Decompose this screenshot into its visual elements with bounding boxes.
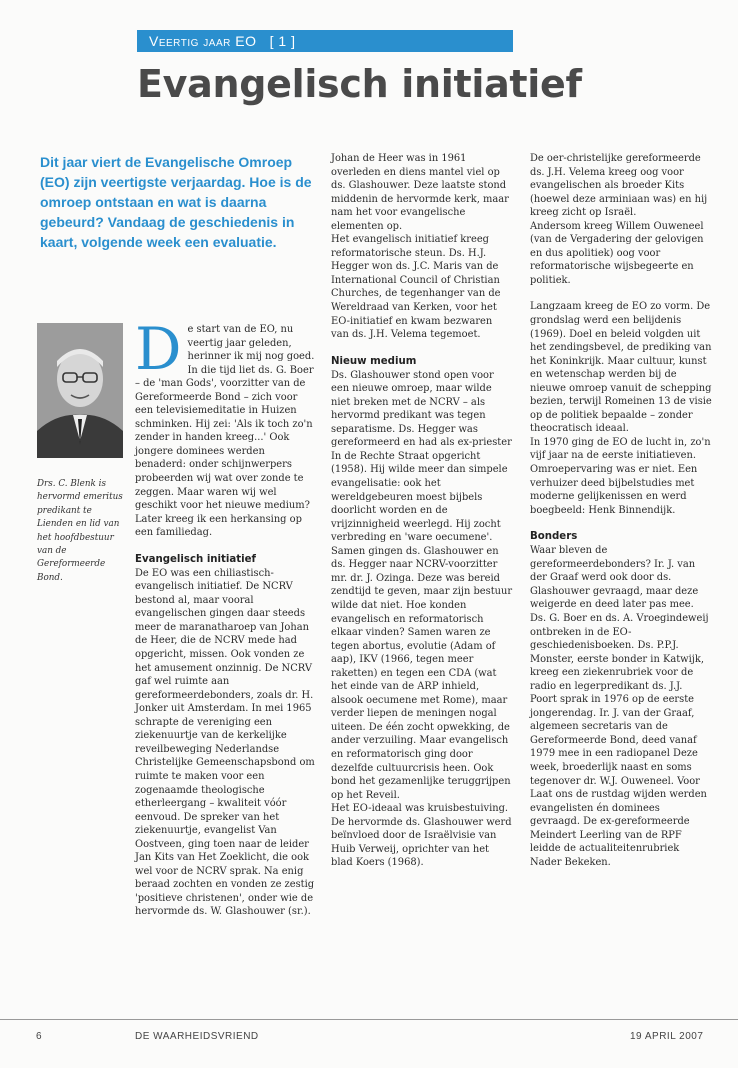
body-paragraph: Ds. Glashouwer stond open voor een nieuwe omroep, maar wilde niet breken met de NCRV – als hervormd predikant was tegen separatisme. Ds. Hegger was gereformeerd en had als ex-priester In de Rechte Straat opgericht (1958). Hij wilde meer dan simpele evangelisatie: ook het wereldgebeuren moest bijbels doorlicht worden en de vrijzinnigheid weerlegd. Hij zocht verbreding en 'ware oecumene'. Samen gingen ds. Glashouwer en ds. Hegger naar NCRV-voorzitter mr. dr. J. Ozinga. Deze was bereid zendtijd te geven, maar zijn bestuur wilde dat niet. Hoe konden evangelisch en reformatorisch elkaar vinden? Samen waren ze tegen abortus, evolutie (Adam of aap), IKV (1966, tegen meer raketten) en tegen een CDA (wat het einde van de ARP inhield, alsook oecumene met Rome), maar verder liepen de meningen nogal uiteen. De één zocht opwekking, de ander verzuiling. Maar evangelisch en reformatorisch ging door dezelfde cultuurcrisis heen. Ook bond het gezamenlijke teruggrijpen op het Reveil. [331,369,513,801]
article-column-2 [331,152,513,870]
body-paragraph: Johan de Heer was in 1961 overleden en diens mantel viel op ds. Glashouwer. Deze laatste stond middenin de hervormde kerk, maar nam het voor evangelische elementen op. [331,153,509,232]
section-heading: Bonders [530,531,578,543]
intro-paragraph [135,315,317,540]
article-lead: Dit jaar viert de Evangelische Omroep (EO) zijn veertigste verjaardag. Hoe is de omroep ontstaan en wat is daarna gebeurd? Vandaag de geschiedenis in kaart, volgende week een evaluatie. [40,154,312,250]
article-title: Evangelisch initiatief [137,62,582,106]
page-number: 6 [36,1031,43,1042]
body-paragraph: De oer-christelijke gereformeerde ds. J.H. Velema kreeg oog voor evangelischen als broeder Kits (hoewel deze arminiaan was) en hij kreeg zicht op Israël. [530,153,708,219]
intro-text: e start van de EO, nu veertig jaar geleden, herinner ik mij nog goed. In die tijd liet ds. G. Boer – de 'man Gods', voorzitter van de Gereformeerde Bond – zich voor een televisiemeditatie in Huizen schminken. Hij zei: 'Als ik toch zo'n zender in handen kreeg...' Ook jongere dominees werden benaderd: onder schijnwerpers probeerden wij wat over zonde te zeggen. Maar waren wij wel geschikt voor het nieuwe medium? Later kreeg ik een herkansing op een familiedag. [135,324,315,539]
issue-date: 19 APRIL 2007 [630,1031,704,1042]
magazine-name: DE WAARHEIDSVRIEND [135,1031,259,1042]
footer-divider [0,1019,738,1020]
series-label: Veertig jaar EO [149,33,257,49]
body-paragraph: In 1970 ging de EO de lucht in, zo'n vijf jaar na de eerste initiatieven. Omroepervaring was er niet. Een verhuizer deed bijbelstudies met moderne gelijkenissen en werd boegbeeld: Henk Binnendijk. [530,436,711,516]
body-paragraph: Langzaam kreeg de EO zo vorm. De grondslag werd een belijdenis (1969). Doel en beleid volgden uit het zendingsbevel, de prediking van het Koninkrijk. Maar cultuur, kunst en wetenschap werden bij de nieuwe omroep vanuit de schepping bezien, terwijl Romeinen 13 de visie op de politiek bepaalde – zonder theocratisch ideaal. [530,301,712,435]
body-paragraph: De EO was een chiliastisch-evangelisch initiatief. De NCRV bestond al, maar vooral evangelischen gingen daar steeds meer de maranatharoep van Johan de Heer, die de NCRV mede had opgericht, missen. Ook vonden ze het amusement onzinnig. De NCRV gaf wel ruimte aan gereformeerdebonders, zoals dr. H. Jonker uit Amsterdam. In mei 1965 schrapte de vereniging een ziekenuurtje van de kerkelijke reveilbeweging Nederlandse Christelijke Gemeenschapsbond om ruimte te maken voor een zogenaamde theologische etherleergang – kwaliteit vóór eenvoud. De spreker van het ziekenuurtje, evangelist Van Oostveen, ging toen naar de leider Jan Kits van Het Zoeklicht, die ook wel voor de NCRV sprak. Na enig beraad zochten en vonden ze zestig 'positieve christenen', onder wie de hervormde ds. W. Glashouwer (sr.). [135,567,315,918]
section-heading: Evangelisch initiatief [135,553,256,565]
body-paragraph: Het evangelisch initiatief kreeg reformatorische steun. Ds. H.J. Hegger won ds. J.C. Maris van de International Council of Christian Churches, de tegenhanger van de Wereldraad van Kerken, voor het EO-initiatief en kwam bezwaren van ds. J.H. Velema tegemoet. [331,234,501,341]
article-column-3 [530,152,712,869]
body-paragraph: Het EO-ideaal was kruisbestuiving. De hervormde ds. Glashouwer werd beïnvloed door de Israëlvisie van Huib Verweij, oprichter van het blad Koers (1968). [331,803,512,869]
body-paragraph: Waar bleven de gereformeerdebonders? Ir. J. van der Graaf werd ook door ds. Glashouwer gevraagd, maar deze weigerde en deed later pas mee. Ds. G. Boer en ds. A. Vroegindeweij ontbreken in de EO-geschiedenisboeken. Ds. P.P.J. Monster, eerste bonder in Katwijk, kreeg een ziekenrubriek voor de radio en legerpredikant ds. J.J. Poort sprak in 1976 op de eerste jongerendag. Ir. J. van der Graaf, algemeen secretaris van de Gereformeerde Bond, deed vanaf 1979 mee in een radiopanel Deze week, broederlijk naast en soms tegenover dr. W.J. Ouweneel. Voor Laat ons de rustdag wijden werden evangelisten én dominees gevraagd. De ex-gereformeerde Meindert Leerling van de RPF leidde de actualiteitenrubriek Nader Bekeken. [530,545,709,868]
series-number: [ 1 ] [269,33,296,49]
author-portrait-icon [37,323,123,458]
article-column-1 [135,315,317,919]
series-banner [137,30,513,52]
section-heading: Nieuw medium [331,355,417,367]
drop-cap: D [135,315,182,383]
photo-caption: Drs. C. Blenk is hervormd emeritus predikant te Lienden en lid van het hoofdbestuur van de Gereformeerde Bond. [37,479,123,583]
body-paragraph: Andersom kreeg Willem Ouweneel (van de Vergadering der gelovigen en dus apolitiek) oog voor reformatorische wijsbegeerte en politiek. [530,220,704,286]
